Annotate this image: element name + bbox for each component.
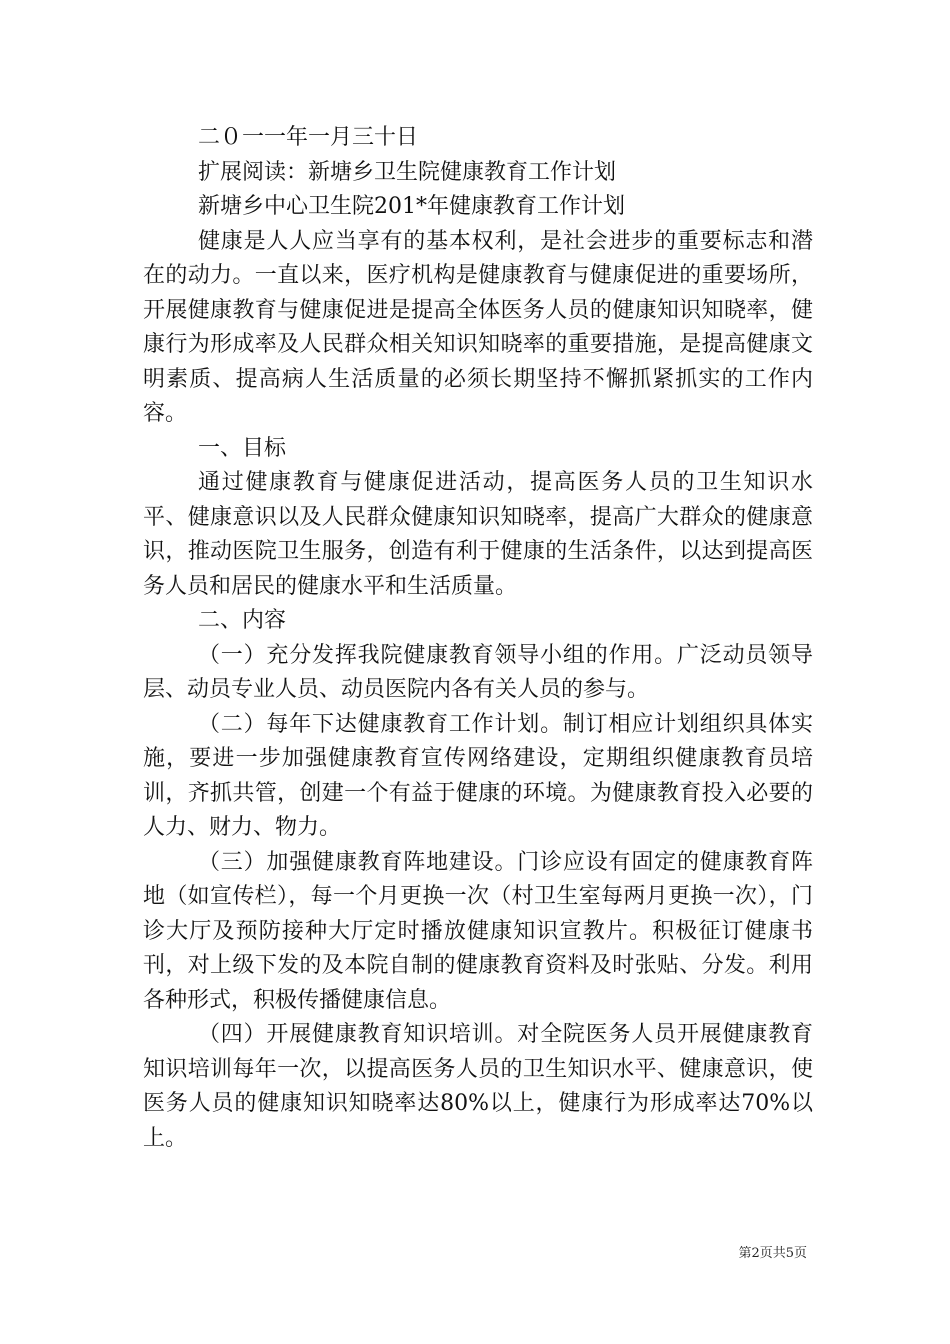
page-number-footer: 第2页共5页 [738, 1246, 807, 1261]
content-item-2: （二）每年下达健康教育工作计划。制订相应计划组织具体实施，要进一步加强健康教育宣传网络建设，定期组织健康教育员培训，齐抓共管，创建一个有益于健康的环境。为健康教育投入必要的人力、财力、物力。 [143, 711, 813, 840]
extended-reading-line: 扩展阅读：新塘乡卫生院健康教育工作计划 [198, 159, 617, 185]
content-item-3: （三）加强健康教育阵地建设。门诊应设有固定的健康教育阵地（如宣传栏），每一个月更换一次（村卫生室每两月更换一次），门诊大厅及预防接种大厅定时播放健康知识宣教片。积极征订健康书刊，对上级下发的及本院自制的健康教育资料及时张贴、分发。利用各种形式，积极传播健康信息。 [143, 849, 813, 1013]
section-heading-goals: 一、目标 [198, 435, 287, 461]
plan-title: 新塘乡中心卫生院201*年健康教育工作计划 [198, 194, 625, 219]
goals-paragraph: 通过健康教育与健康促进活动，提高医务人员的卫生知识水平、健康意识以及人民群众健康知识知晓率，提高广大群众的健康意识，推动医院卫生服务，创造有利于健康的生活条件，以达到提高医务人员和居民的健康水平和生活质量。 [143, 470, 813, 599]
section-heading-content: 二、内容 [198, 608, 287, 633]
content-item-4: （四）开展健康教育知识培训。对全院医务人员开展健康教育知识培训每年一次，以提高医务人员的卫生知识水平、健康意识，使医务人员的健康知识知晓率达80%以上，健康行为形成率达70%以上。 [143, 1022, 813, 1151]
content-item-1: （一）充分发挥我院健康教育领导小组的作用。广泛动员领导层、动员专业人员、动员医院内各有关人员的参与。 [143, 642, 813, 702]
intro-paragraph: 健康是人人应当享有的基本权利，是社会进步的重要标志和潜在的动力。一直以来，医疗机构是健康教育与健康促进的重要场所，开展健康教育与健康促进是提高全体医务人员的健康知识知晓率，健康行为形成率及人民群众相关知识知晓率的重要措施，是提高健康文明素质、提高病人生活质量的必须长期坚持不懈抓紧抓实的工作内容。 [143, 228, 813, 426]
document-body [143, 121, 813, 1156]
date-line: 二０一一年一月三十日 [198, 125, 419, 150]
